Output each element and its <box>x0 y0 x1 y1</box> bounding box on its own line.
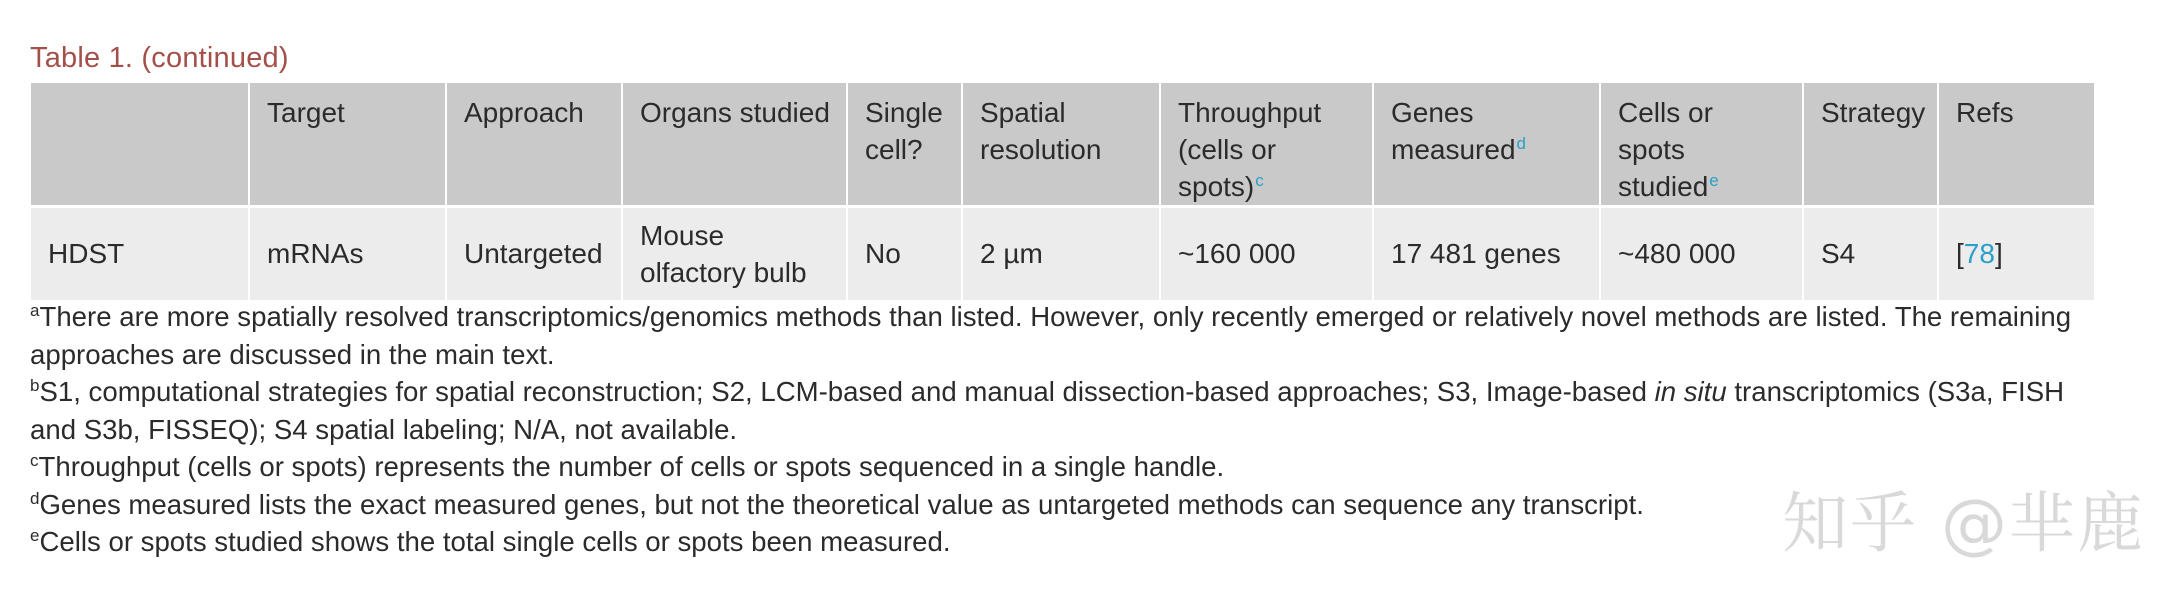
header-spatial-resolution: Spatial resolution <box>962 83 1160 207</box>
cell-strategy: S4 <box>1803 207 1938 300</box>
header-strategy: Strategy <box>1803 83 1938 207</box>
cell-organs-studied: Mouse olfactory bulb <box>622 207 847 300</box>
footnote-c-text: Throughput (cells or spots) represents the number of cells or spots sequenced in a single handle. <box>38 451 1225 482</box>
header-genes-measured-label: Genes measured <box>1391 97 1516 165</box>
cell-refs <box>1938 207 2094 300</box>
ref-bracket-open: [ <box>1956 238 1964 270</box>
header-refs: Refs <box>1938 83 2094 207</box>
footnote-a-text: There are more spatially resolved transcriptomics/genomics methods than listed. However, only recently emerged or relatively novel methods are listed. The remaining approaches are discussed in the main text. <box>30 301 2072 370</box>
footnote-b-text-before: S1, computational strategies for spatial reconstruction; S2, LCM-based and manual dissection-based approaches; S3, Image-based <box>39 376 1655 407</box>
footnote-link-e[interactable]: e <box>1709 170 1719 190</box>
footnote-link-c[interactable]: c <box>1255 170 1264 190</box>
header-throughput <box>1160 83 1373 207</box>
header-organs-studied: Organs studied <box>622 83 847 207</box>
footnote-b-text-italic: in situ <box>1654 376 1727 407</box>
table-caption: Table 1. (continued) <box>30 42 289 74</box>
footnote-a <box>30 298 2100 373</box>
header-single-cell: Single cell? <box>847 83 962 207</box>
footnote-mark-d: d <box>30 488 40 508</box>
ref-bracket-close: ] <box>1994 238 2003 270</box>
header-cells-or-spots <box>1600 83 1803 207</box>
cell-approach: Untargeted <box>446 207 622 300</box>
header-genes-measured <box>1373 83 1600 207</box>
footnote-link-d[interactable]: d <box>1516 133 1526 153</box>
footnote-mark-a: a <box>30 300 40 320</box>
table-header-row <box>31 83 2094 207</box>
cell-spatial-resolution: 2 µm <box>962 207 1160 300</box>
cell-single-cell: No <box>847 207 962 300</box>
table-row <box>31 207 2094 300</box>
header-throughput-label: Throughput (cells or spots) <box>1178 97 1322 202</box>
cell-target: mRNAs <box>249 207 446 300</box>
cell-throughput: ~160 000 <box>1160 207 1373 300</box>
footnote-mark-b: b <box>30 375 40 395</box>
cell-genes-measured: 17 481 genes <box>1373 207 1600 300</box>
header-target: Target <box>249 83 446 207</box>
footnote-d-text: Genes measured lists the exact measured genes, but not the theoretical value as untargeted methods can sequence any transcript. <box>39 488 1644 520</box>
watermark: 知乎 @芈鹿 <box>1782 485 2145 562</box>
footnote-mark-c: c <box>30 450 39 470</box>
footnote-b <box>30 373 2100 448</box>
cell-cells-or-spots: ~480 000 <box>1600 207 1803 300</box>
ref-link-78[interactable]: 78 <box>1963 238 1995 270</box>
header-cells-or-spots-label: Cells or spots studied <box>1618 97 1713 202</box>
footnote-mark-e: e <box>30 525 40 545</box>
header-method <box>31 83 249 207</box>
cell-method: HDST <box>31 207 249 300</box>
data-table <box>31 83 2094 300</box>
footnote-b-text-after: transcriptomics (S3a, FISH and S3b, FISSEQ); S4 spatial labeling; N/A, not available. <box>30 376 2065 445</box>
header-approach: Approach <box>446 83 622 207</box>
footnote-e-text: Cells or spots studied shows the total single cells or spots been measured. <box>39 526 951 557</box>
